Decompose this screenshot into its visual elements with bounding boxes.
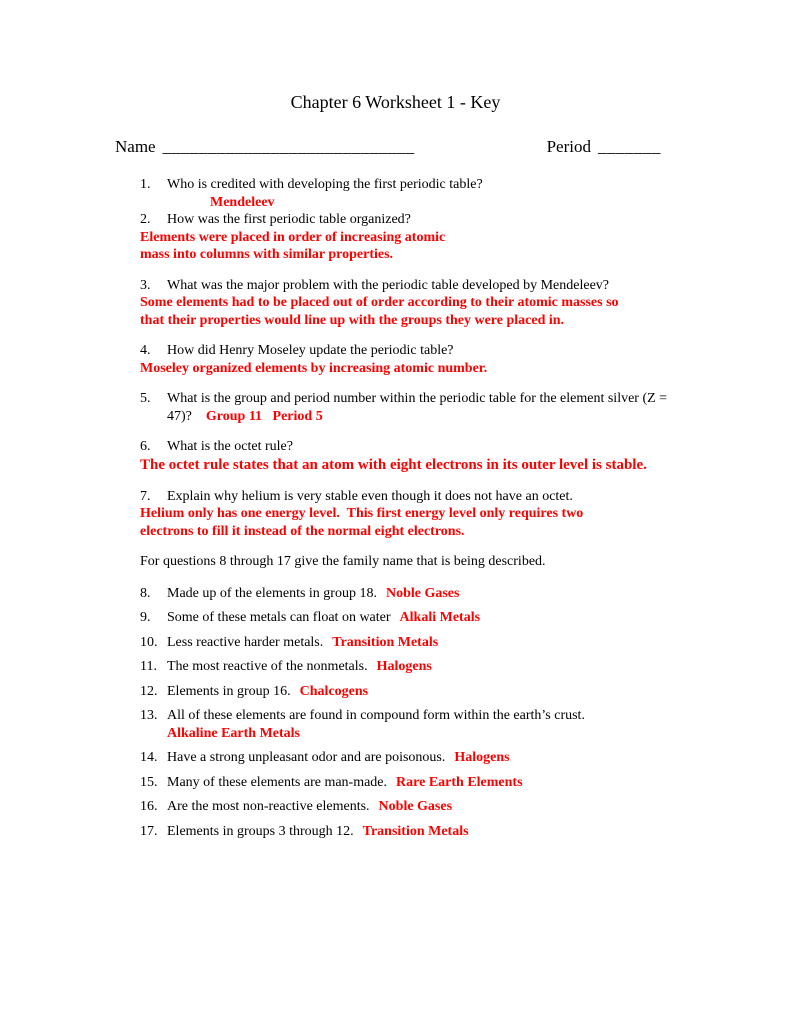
question-7-answer-line-1: Helium only has one energy level. This first energy level only requires two	[140, 506, 584, 521]
question-11	[140, 658, 700, 676]
question-5-line-1	[140, 390, 700, 408]
question-7-line	[140, 488, 700, 506]
name-label: Name	[115, 137, 156, 156]
question-3-answer-line-2: that their properties would line up with the groups they were placed in.	[140, 312, 565, 328]
question-12-text: Elements in group 16.	[167, 683, 291, 699]
question-15-line	[140, 774, 700, 792]
question-5	[140, 390, 700, 425]
question-15-answer: Rare Earth Elements	[396, 774, 523, 790]
question-17	[140, 823, 700, 841]
question-4-text: How did Henry Moseley update the periodic table?	[167, 343, 454, 358]
question-7-answer-line-2: electrons to fill it instead of the normal eight electrons.	[140, 523, 465, 539]
question-9-answer: Alkali Metals	[399, 610, 481, 625]
period-blank-line: _______	[597, 137, 661, 156]
question-5-text: What is the group and period number within the periodic table for the element silver (Z =	[167, 391, 668, 406]
question-4-line	[140, 342, 700, 360]
question-5-text-continued: 47)?	[167, 408, 192, 424]
section-note: For questions 8 through 17 give the family name that is being described.	[140, 554, 546, 569]
question-9-line	[140, 609, 700, 627]
question-4-answer: Moseley organized elements by increasing atomic number.	[140, 360, 488, 376]
question-17-answer: Transition Metals	[362, 823, 469, 839]
question-16-answer: Noble Gases	[378, 799, 453, 814]
question-4	[140, 342, 700, 377]
question-2-number: 2.	[140, 212, 151, 227]
question-2-line	[140, 211, 700, 229]
question-13-text: All of these elements are found in compound form within the earth’s crust.	[167, 708, 585, 723]
question-10-number: 10.	[140, 634, 158, 650]
question-15-text: Many of these elements are man-made.	[167, 774, 388, 790]
question-5-line-2	[167, 408, 700, 426]
question-1-answer: Mendeleev	[210, 194, 275, 210]
question-12-answer: Chalcogens	[299, 683, 369, 699]
question-17-text: Elements in groups 3 through 12.	[167, 823, 354, 839]
question-2-answer-line-1: Elements were placed in order of increasing atomic	[140, 229, 446, 245]
question-9	[140, 609, 700, 627]
page-title: Chapter 6 Worksheet 1 - Key	[290, 92, 501, 112]
question-7	[140, 488, 700, 541]
question-13-answer: Alkaline Earth Metals	[167, 725, 300, 741]
question-6-text: What is the octet rule?	[167, 439, 293, 454]
question-1-text: Who is credited with developing the first periodic table?	[167, 177, 483, 192]
question-15	[140, 774, 700, 792]
question-10-text: Less reactive harder metals.	[167, 634, 324, 650]
question-13-line	[140, 707, 700, 725]
question-3-number: 3.	[140, 277, 151, 293]
question-9-number: 9.	[140, 610, 151, 625]
question-6-answer: The octet rule states that an atom with eight electrons in its outer level is stable.	[140, 456, 647, 473]
question-17-line	[140, 823, 700, 841]
question-15-number: 15.	[140, 774, 158, 790]
question-12-line	[140, 683, 700, 701]
questions-list	[140, 176, 700, 840]
question-5-answer: Group 11 Period 5	[205, 408, 323, 424]
question-1-number: 1.	[140, 177, 151, 192]
question-16-text: Are the most non-reactive elements.	[167, 799, 370, 814]
question-1-line	[140, 176, 700, 194]
question-14-answer: Halogens	[454, 750, 510, 765]
question-3-line	[140, 277, 700, 295]
question-11-line	[140, 658, 700, 676]
question-14	[140, 749, 700, 767]
question-10-answer: Transition Metals	[332, 634, 439, 650]
question-3-text: What was the major problem with the periodic table developed by Mendeleev?	[167, 277, 610, 293]
question-8-text: Made up of the elements in group 18.	[167, 585, 377, 601]
question-12-number: 12.	[140, 683, 158, 699]
question-3-answer-line-1: Some elements had to be placed out of order according to their atomic masses so	[140, 295, 619, 310]
question-7-number: 7.	[140, 488, 151, 504]
question-10-line	[140, 634, 700, 652]
question-17-number: 17.	[140, 823, 158, 839]
question-11-number: 11.	[140, 659, 157, 674]
question-9-text: Some of these metals can float on water	[167, 610, 391, 625]
name-blank-line: ____________________________	[162, 137, 415, 156]
question-10	[140, 634, 700, 652]
question-2-answer-line-2: mass into columns with similar properties.	[140, 247, 394, 262]
question-16	[140, 798, 700, 816]
question-13	[140, 707, 700, 742]
question-6	[140, 438, 700, 475]
question-8-answer: Noble Gases	[385, 585, 460, 601]
question-2-text: How was the first periodic table organized?	[167, 212, 411, 227]
question-11-answer: Halogens	[376, 659, 432, 674]
question-8	[140, 585, 700, 603]
question-6-number: 6.	[140, 439, 151, 454]
question-11-text: The most reactive of the nonmetals.	[167, 659, 368, 674]
question-1	[140, 176, 700, 211]
question-4-number: 4.	[140, 343, 151, 358]
question-3	[140, 277, 700, 330]
question-13-number: 13.	[140, 708, 158, 723]
question-14-line	[140, 749, 700, 767]
period-label: Period	[546, 137, 591, 156]
question-8-number: 8.	[140, 585, 151, 601]
question-6-line	[140, 438, 700, 456]
question-14-number: 14.	[140, 750, 158, 765]
question-2	[140, 211, 700, 264]
question-16-line	[140, 798, 700, 816]
question-16-number: 16.	[140, 799, 158, 814]
question-8-line	[140, 585, 700, 603]
question-14-text: Have a strong unpleasant odor and are poisonous.	[167, 750, 446, 765]
question-7-text: Explain why helium is very stable even though it does not have an octet.	[167, 488, 573, 504]
question-5-number: 5.	[140, 391, 151, 406]
question-12	[140, 683, 700, 701]
name-period-row	[115, 137, 675, 157]
